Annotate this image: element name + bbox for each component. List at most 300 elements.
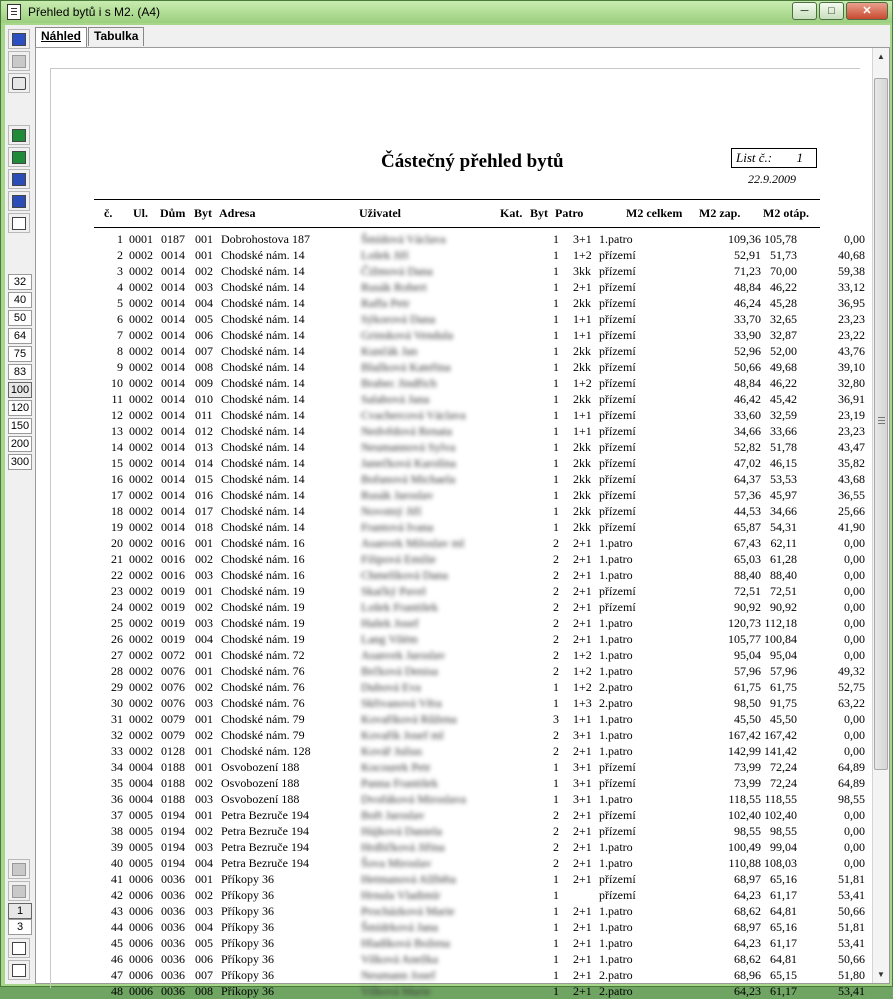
row-m2-counted: 90,92 bbox=[770, 600, 797, 614]
row-floor: přízemí bbox=[599, 344, 636, 358]
row-floor: přízemí bbox=[599, 408, 636, 422]
scroll-thumb[interactable] bbox=[874, 78, 888, 770]
row-m2-total: 33,60 bbox=[734, 408, 761, 422]
row-floor: 1.patro bbox=[599, 744, 633, 758]
zoom-300[interactable]: 300 bbox=[8, 454, 32, 470]
row-kat: 1 bbox=[553, 440, 559, 454]
row-byt-type: 2+1 bbox=[573, 920, 592, 934]
col-header-patro: Patro bbox=[555, 206, 584, 220]
scroll-up-arrow[interactable]: ▲ bbox=[877, 52, 885, 61]
row-kat: 2 bbox=[553, 584, 559, 598]
row-ul: 0002 bbox=[129, 280, 153, 294]
row-m2-total: 68,97 bbox=[734, 872, 761, 886]
row-floor: přízemí bbox=[599, 296, 636, 310]
row-kat: 1 bbox=[553, 456, 559, 470]
row-user: Blažková Kateřina bbox=[361, 360, 451, 374]
row-m2-counted: 61,17 bbox=[770, 984, 797, 998]
row-number: 47 bbox=[111, 968, 123, 982]
row-ul: 0004 bbox=[129, 760, 153, 774]
last-page-button[interactable] bbox=[8, 960, 30, 980]
row-ul: 0004 bbox=[129, 776, 153, 790]
row-kat: 1 bbox=[553, 920, 559, 934]
row-ul: 0002 bbox=[129, 408, 153, 422]
zoom-50[interactable]: 50 bbox=[8, 310, 32, 326]
row-address: Chodské nám. 14 bbox=[221, 456, 305, 470]
row-byt-type: 2kk bbox=[573, 392, 591, 406]
row-user: Kovář Julius bbox=[361, 744, 422, 758]
row-kat: 1 bbox=[553, 520, 559, 534]
row-byt: 001 bbox=[195, 648, 213, 662]
row-kat: 2 bbox=[553, 744, 559, 758]
row-number: 30 bbox=[111, 696, 123, 710]
row-number: 7 bbox=[117, 328, 123, 342]
zoom-32[interactable]: 32 bbox=[8, 274, 32, 290]
row-user: Cvachercová Václava bbox=[361, 408, 466, 422]
row-ul: 0002 bbox=[129, 648, 153, 662]
row-address: Chodské nám. 128 bbox=[221, 744, 311, 758]
side-toolbar bbox=[5, 25, 35, 984]
row-address: Chodské nám. 14 bbox=[221, 424, 305, 438]
row-byt-type: 3+1 bbox=[573, 792, 592, 806]
row-m2-heated: 98,55 bbox=[838, 792, 865, 806]
row-dum: 0128 bbox=[161, 744, 185, 758]
word-icon bbox=[12, 173, 26, 186]
row-user: Šmídová Václava bbox=[361, 232, 446, 246]
table-row bbox=[94, 631, 865, 647]
row-m2-total: 120,73 bbox=[728, 616, 761, 630]
row-m2-counted: 46,22 bbox=[770, 376, 797, 390]
table-row bbox=[94, 311, 865, 327]
row-m2-total: 65,87 bbox=[734, 520, 761, 534]
row-user: Grinsková Vendula bbox=[361, 328, 454, 342]
row-floor: 1.patro bbox=[599, 536, 633, 550]
row-number: 35 bbox=[111, 776, 123, 790]
row-dum: 0188 bbox=[161, 792, 185, 806]
row-m2-heated: 0,00 bbox=[844, 616, 865, 630]
row-floor: přízemí bbox=[599, 488, 636, 502]
row-kat: 1 bbox=[553, 264, 559, 278]
row-number: 18 bbox=[111, 504, 123, 518]
exit-button[interactable] bbox=[8, 29, 30, 49]
row-user: Skačký Pavel bbox=[361, 584, 426, 598]
zoom-120[interactable]: 120 bbox=[8, 400, 32, 416]
table-row bbox=[94, 471, 865, 487]
row-byt-type: 3+1 bbox=[573, 776, 592, 790]
row-kat: 2 bbox=[553, 728, 559, 742]
view-tabs bbox=[35, 27, 145, 47]
row-user: Hetmanová Alžběta bbox=[361, 872, 456, 886]
row-m2-heated: 0,00 bbox=[844, 712, 865, 726]
row-m2-total: 64,23 bbox=[734, 936, 761, 950]
row-user: Frantová Ivana bbox=[361, 520, 434, 534]
row-m2-counted: 53,53 bbox=[770, 472, 797, 486]
row-byt-type: 1+1 bbox=[573, 328, 592, 342]
row-user: Bořanová Michaela bbox=[361, 472, 456, 486]
page-total[interactable]: 3 bbox=[8, 919, 32, 935]
row-floor: 1.patro bbox=[599, 952, 633, 966]
row-m2-total: 47,02 bbox=[734, 456, 761, 470]
row-number: 39 bbox=[111, 840, 123, 854]
row-kat: 1 bbox=[553, 888, 559, 902]
row-floor: přízemí bbox=[599, 888, 636, 902]
row-m2-counted: 46,22 bbox=[770, 280, 797, 294]
vertical-scrollbar[interactable] bbox=[872, 48, 889, 983]
table-row bbox=[94, 423, 865, 439]
export-excel-button[interactable] bbox=[8, 125, 30, 145]
row-m2-total: 90,92 bbox=[734, 600, 761, 614]
row-kat: 1 bbox=[553, 904, 559, 918]
row-byt: 001 bbox=[195, 760, 213, 774]
row-dum: 0014 bbox=[161, 360, 185, 374]
row-address: Příkopy 36 bbox=[221, 920, 275, 934]
row-byt: 004 bbox=[195, 920, 213, 934]
row-m2-counted: 65,16 bbox=[770, 872, 797, 886]
row-user: Neumann Josef bbox=[361, 968, 436, 982]
zoom-64[interactable]: 64 bbox=[8, 328, 32, 344]
row-floor: přízemí bbox=[599, 360, 636, 374]
table-row bbox=[94, 535, 865, 551]
row-dum: 0014 bbox=[161, 344, 185, 358]
row-m2-counted: 108,03 bbox=[764, 856, 797, 870]
table-row bbox=[94, 279, 865, 295]
row-byt: 010 bbox=[195, 392, 213, 406]
row-m2-heated: 39,10 bbox=[838, 360, 865, 374]
table-row bbox=[94, 247, 865, 263]
row-m2-counted: 72,24 bbox=[770, 760, 797, 774]
table-row bbox=[94, 727, 865, 743]
first-page-button[interactable] bbox=[8, 938, 30, 958]
row-kat: 2 bbox=[553, 664, 559, 678]
table-row bbox=[94, 679, 865, 695]
row-m2-heated: 51,81 bbox=[838, 872, 865, 886]
zoom-40[interactable]: 40 bbox=[8, 292, 32, 308]
row-byt: 009 bbox=[195, 376, 213, 390]
row-m2-total: 73,99 bbox=[734, 760, 761, 774]
row-byt: 001 bbox=[195, 808, 213, 822]
row-ul: 0002 bbox=[129, 296, 153, 310]
row-address: Příkopy 36 bbox=[221, 968, 275, 982]
row-address: Chodské nám. 16 bbox=[221, 536, 305, 550]
table-row bbox=[94, 695, 865, 711]
row-m2-total: 67,43 bbox=[734, 536, 761, 550]
export-doc-button[interactable] bbox=[8, 213, 30, 233]
row-user: Kocourek Petr bbox=[361, 760, 431, 774]
row-user: Sýkorová Dana bbox=[361, 312, 436, 326]
row-byt-type: 2+1 bbox=[573, 584, 592, 598]
row-kat: 1 bbox=[553, 984, 559, 998]
exit-icon bbox=[12, 33, 26, 46]
row-m2-counted: 49,68 bbox=[770, 360, 797, 374]
row-user: Hašek Josef bbox=[361, 616, 419, 630]
client-area bbox=[5, 25, 890, 998]
row-number: 33 bbox=[111, 744, 123, 758]
row-m2-counted: 65,16 bbox=[770, 920, 797, 934]
col-header-ul: Ul. bbox=[133, 206, 148, 220]
row-byt-type: 2+1 bbox=[573, 952, 592, 966]
printer-icon bbox=[12, 77, 26, 90]
row-dum: 0036 bbox=[161, 920, 185, 934]
row-floor: 1.patro bbox=[599, 648, 633, 662]
row-ul: 0002 bbox=[129, 504, 153, 518]
row-byt-type: 2kk bbox=[573, 472, 591, 486]
row-byt-type: 2kk bbox=[573, 296, 591, 310]
row-ul: 0002 bbox=[129, 696, 153, 710]
row-floor: 1.patro bbox=[599, 568, 633, 582]
row-m2-heated: 51,80 bbox=[838, 968, 865, 982]
row-address: Petra Bezruče 194 bbox=[221, 840, 309, 854]
table-row bbox=[94, 935, 865, 951]
row-floor: přízemí bbox=[599, 424, 636, 438]
row-user: Procházková Marie bbox=[361, 904, 455, 918]
sheet-box bbox=[731, 148, 817, 168]
row-m2-counted: 32,65 bbox=[770, 312, 797, 326]
row-number: 21 bbox=[111, 552, 123, 566]
row-number: 17 bbox=[111, 488, 123, 502]
export-word-button[interactable] bbox=[8, 169, 30, 189]
row-m2-counted: 61,17 bbox=[770, 936, 797, 950]
tab-tabulka[interactable]: Tabulka bbox=[88, 27, 144, 46]
row-dum: 0016 bbox=[161, 552, 185, 566]
table-row bbox=[94, 359, 865, 375]
row-dum: 0194 bbox=[161, 824, 185, 838]
row-address: Chodské nám. 14 bbox=[221, 296, 305, 310]
row-kat: 1 bbox=[553, 280, 559, 294]
page-current[interactable]: 1 bbox=[8, 903, 32, 919]
row-address: Chodské nám. 14 bbox=[221, 264, 305, 278]
row-address: Chodské nám. 19 bbox=[221, 600, 305, 614]
row-kat: 1 bbox=[553, 360, 559, 374]
row-kat: 1 bbox=[553, 696, 559, 710]
row-ul: 0006 bbox=[129, 952, 153, 966]
first-page-icon bbox=[12, 942, 26, 955]
title-bar[interactable] bbox=[1, 1, 892, 23]
excel-sheet-icon bbox=[12, 151, 26, 164]
row-ul: 0005 bbox=[129, 808, 153, 822]
row-floor: přízemí bbox=[599, 376, 636, 390]
row-address: Chodské nám. 14 bbox=[221, 376, 305, 390]
row-byt-type: 3kk bbox=[573, 264, 591, 278]
row-m2-heated: 64,89 bbox=[838, 776, 865, 790]
row-user: Vilková Marie bbox=[361, 984, 431, 998]
row-m2-counted: 61,75 bbox=[770, 680, 797, 694]
row-byt: 003 bbox=[195, 568, 213, 582]
row-byt-type: 2+1 bbox=[573, 824, 592, 838]
row-ul: 0002 bbox=[129, 248, 153, 262]
row-byt-type: 2+1 bbox=[573, 280, 592, 294]
row-m2-counted: 112,18 bbox=[764, 616, 797, 630]
table-row bbox=[94, 951, 865, 967]
zoom-200[interactable]: 200 bbox=[8, 436, 32, 452]
row-m2-total: 46,24 bbox=[734, 296, 761, 310]
row-kat: 2 bbox=[553, 616, 559, 630]
row-floor: přízemí bbox=[599, 328, 636, 342]
row-address: Chodské nám. 79 bbox=[221, 728, 305, 742]
row-m2-heated: 50,66 bbox=[838, 904, 865, 918]
row-address: Osvobození 188 bbox=[221, 792, 300, 806]
row-byt: 008 bbox=[195, 984, 213, 998]
row-number: 5 bbox=[117, 296, 123, 310]
export-excel2-button[interactable] bbox=[8, 147, 30, 167]
zoom-75[interactable]: 75 bbox=[8, 346, 32, 362]
zoom-100[interactable]: 100 bbox=[8, 382, 32, 398]
page-setup-icon bbox=[12, 55, 26, 68]
row-byt: 002 bbox=[195, 552, 213, 566]
row-m2-heated: 0,00 bbox=[844, 552, 865, 566]
row-m2-heated: 49,32 bbox=[838, 664, 865, 678]
row-byt: 001 bbox=[195, 584, 213, 598]
row-m2-total: 88,40 bbox=[734, 568, 761, 582]
row-user: Skřivanová Věra bbox=[361, 696, 442, 710]
row-byt: 005 bbox=[195, 936, 213, 950]
row-m2-total: 68,97 bbox=[734, 920, 761, 934]
row-m2-total: 98,50 bbox=[734, 696, 761, 710]
row-kat: 1 bbox=[553, 232, 559, 246]
next-page-button[interactable] bbox=[8, 859, 30, 879]
table-row bbox=[94, 759, 865, 775]
row-byt-type: 2+1 bbox=[573, 552, 592, 566]
row-byt: 001 bbox=[195, 536, 213, 550]
row-byt: 001 bbox=[195, 248, 213, 262]
row-m2-heated: 64,89 bbox=[838, 760, 865, 774]
print-button[interactable] bbox=[8, 73, 30, 93]
print-preview[interactable] bbox=[35, 47, 890, 998]
row-address: Chodské nám. 16 bbox=[221, 568, 305, 582]
row-number: 34 bbox=[111, 760, 123, 774]
row-m2-heated: 0,00 bbox=[844, 824, 865, 838]
row-m2-total: 57,36 bbox=[734, 488, 761, 502]
row-user: Salabová Jana bbox=[361, 392, 430, 406]
row-m2-heated: 59,38 bbox=[838, 264, 865, 278]
col-header-uzivatel: Uživatel bbox=[359, 206, 401, 220]
setup-button[interactable] bbox=[8, 51, 30, 71]
row-dum: 0079 bbox=[161, 728, 185, 742]
row-number: 14 bbox=[111, 440, 123, 454]
row-m2-counted: 32,59 bbox=[770, 408, 797, 422]
row-ul: 0002 bbox=[129, 360, 153, 374]
window-title: Přehled bytů i s M2. (A4) bbox=[28, 5, 161, 19]
row-byt-type: 1+2 bbox=[573, 648, 592, 662]
table-row bbox=[94, 407, 865, 423]
row-kat: 1 bbox=[553, 408, 559, 422]
row-kat: 1 bbox=[553, 872, 559, 886]
row-user: Chmelíková Dana bbox=[361, 568, 448, 582]
row-address: Příkopy 36 bbox=[221, 904, 275, 918]
row-m2-heated: 0,00 bbox=[844, 232, 865, 246]
row-kat: 1 bbox=[553, 424, 559, 438]
row-kat: 1 bbox=[553, 968, 559, 982]
row-address: Petra Bezruče 194 bbox=[221, 856, 309, 870]
row-byt: 015 bbox=[195, 472, 213, 486]
row-byt: 002 bbox=[195, 776, 213, 790]
sheet-label: List č.: bbox=[736, 150, 773, 165]
table-row bbox=[94, 839, 865, 855]
row-address: Chodské nám. 76 bbox=[221, 680, 305, 694]
row-user: Bořt Jaroslav bbox=[361, 808, 425, 822]
row-m2-total: 50,66 bbox=[734, 360, 761, 374]
row-m2-total: 64,23 bbox=[734, 984, 761, 998]
scroll-down-arrow[interactable]: ▼ bbox=[877, 970, 885, 979]
row-m2-counted: 98,55 bbox=[770, 824, 797, 838]
row-m2-total: 68,62 bbox=[734, 952, 761, 966]
row-m2-total: 167,42 bbox=[728, 728, 761, 742]
row-m2-total: 72,51 bbox=[734, 584, 761, 598]
row-byt: 014 bbox=[195, 456, 213, 470]
table-row bbox=[94, 583, 865, 599]
row-m2-heated: 0,00 bbox=[844, 808, 865, 822]
row-byt-type: 2+1 bbox=[573, 600, 592, 614]
row-dum: 0076 bbox=[161, 696, 185, 710]
row-floor: 2.patro bbox=[599, 680, 633, 694]
row-dum: 0188 bbox=[161, 776, 185, 790]
row-user: Asanvek Miloslav ml bbox=[361, 536, 465, 550]
row-dum: 0076 bbox=[161, 680, 185, 694]
row-m2-total: 95,04 bbox=[734, 648, 761, 662]
row-ul: 0002 bbox=[129, 744, 153, 758]
row-floor: 1.patro bbox=[599, 792, 633, 806]
row-byt: 011 bbox=[195, 408, 213, 422]
row-dum: 0188 bbox=[161, 760, 185, 774]
row-dum: 0014 bbox=[161, 312, 185, 326]
row-byt-type: 2+1 bbox=[573, 744, 592, 758]
row-ul: 0004 bbox=[129, 792, 153, 806]
row-floor: 1.patro bbox=[599, 936, 633, 950]
table-row bbox=[94, 967, 865, 983]
prev-page-button[interactable] bbox=[8, 881, 30, 901]
row-address: Chodské nám. 14 bbox=[221, 504, 305, 518]
row-number: 36 bbox=[111, 792, 123, 806]
row-kat: 2 bbox=[553, 600, 559, 614]
row-address: Petra Bezruče 194 bbox=[221, 824, 309, 838]
tab-nahled[interactable]: Náhled bbox=[35, 27, 87, 47]
export-word2-button[interactable] bbox=[8, 191, 30, 211]
row-number: 46 bbox=[111, 952, 123, 966]
row-user: Vilková Anežka bbox=[361, 952, 438, 966]
close-button[interactable]: ✕ bbox=[846, 2, 888, 20]
row-byt-type: 1+2 bbox=[573, 248, 592, 262]
zoom-83[interactable]: 83 bbox=[8, 364, 32, 380]
row-kat: 1 bbox=[553, 680, 559, 694]
row-floor: přízemí bbox=[599, 808, 636, 822]
row-kat: 1 bbox=[553, 312, 559, 326]
row-ul: 0002 bbox=[129, 616, 153, 630]
row-ul: 0005 bbox=[129, 840, 153, 854]
row-m2-counted: 141,42 bbox=[764, 744, 797, 758]
zoom-150[interactable]: 150 bbox=[8, 418, 32, 434]
row-ul: 0002 bbox=[129, 552, 153, 566]
row-number: 28 bbox=[111, 664, 123, 678]
row-ul: 0002 bbox=[129, 584, 153, 598]
row-kat: 2 bbox=[553, 856, 559, 870]
row-dum: 0036 bbox=[161, 904, 185, 918]
row-byt-type: 3+1 bbox=[573, 232, 592, 246]
row-user: Kovaříková Růžena bbox=[361, 712, 457, 726]
row-ul: 0001 bbox=[129, 232, 153, 246]
row-dum: 0019 bbox=[161, 600, 185, 614]
row-dum: 0036 bbox=[161, 872, 185, 886]
row-number: 29 bbox=[111, 680, 123, 694]
row-floor: 1.patro bbox=[599, 632, 633, 646]
row-number: 19 bbox=[111, 520, 123, 534]
row-user: Brabec Jindřich bbox=[361, 376, 437, 390]
minimize-button[interactable]: ─ bbox=[792, 2, 817, 20]
row-user: Filipová Emilie bbox=[361, 552, 436, 566]
row-m2-heated: 23,23 bbox=[838, 312, 865, 326]
row-m2-total: 118,55 bbox=[728, 792, 761, 806]
row-m2-total: 110,88 bbox=[728, 856, 761, 870]
row-floor: přízemí bbox=[599, 312, 636, 326]
row-floor: přízemí bbox=[599, 824, 636, 838]
maximize-button[interactable]: □ bbox=[819, 2, 844, 20]
